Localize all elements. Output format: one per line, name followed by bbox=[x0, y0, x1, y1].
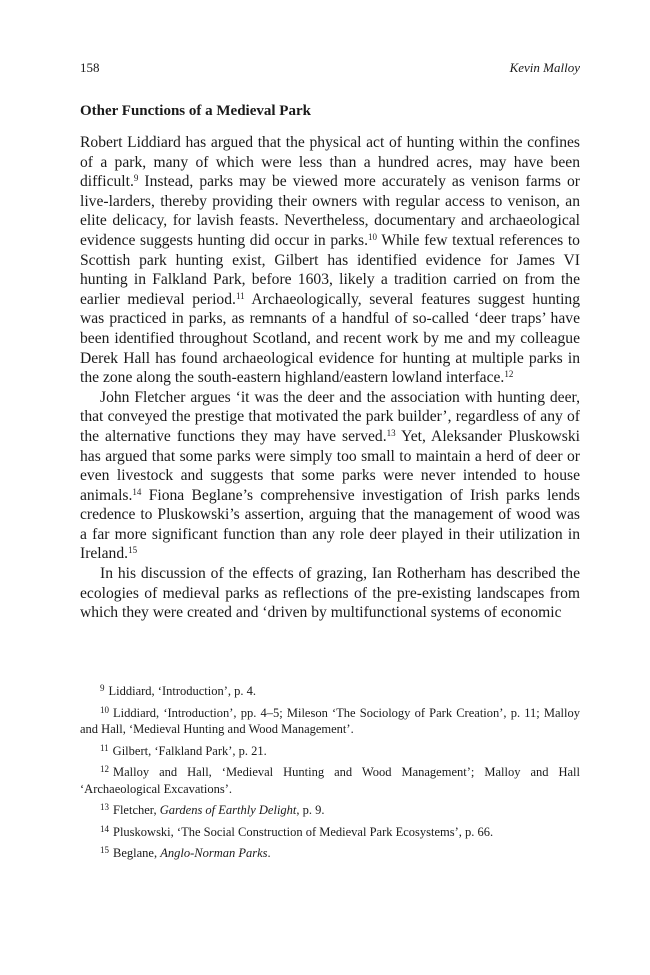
text-run: Fletcher, bbox=[113, 803, 160, 817]
footnote bbox=[80, 683, 580, 700]
footnote bbox=[80, 764, 580, 797]
text-run: While few textual references to Scottish park hunting exist, Gilbert has identified evidence for James VI hunting in Falkland Park, before 1603, likely a tradition carried on from the earlier medieval period. bbox=[80, 231, 580, 308]
footnote-reference: 14 bbox=[132, 486, 142, 497]
text-run: , p. 9. bbox=[296, 803, 325, 817]
footnote-reference: 11 bbox=[235, 290, 245, 301]
footnote-number: 9 bbox=[100, 683, 105, 693]
text-run: Robert Liddiard has argued that the physical act of hunting within the confines of a park, many of which were less than a hundred acres, may have been difficult. bbox=[80, 134, 580, 191]
footnote-number: 14 bbox=[100, 823, 109, 834]
footnote-number: 11 bbox=[100, 742, 109, 753]
footnote-number: 12 bbox=[100, 764, 109, 774]
text-run: Liddiard, ‘Introduction’, pp. 4–5; Mileson ‘The Sociology of Park Creation’, p. 11; Malloy and Hall, ‘Medieval Hunting and Wood Management’. bbox=[80, 705, 580, 736]
running-head-author: Kevin Malloy bbox=[509, 60, 580, 75]
page-number: 158 bbox=[80, 60, 100, 75]
text-run: Gilbert, ‘Falkland Park’, p. 21. bbox=[112, 743, 267, 758]
paragraph bbox=[80, 388, 580, 564]
text-run: Archaeologically, several features suggest hunting was practiced in parks, as remnants of a handful of so-called ‘deer traps’ have been identified throughout Scotland, and recent work by me and my colleague Derek Hall has found archaeological evidence for hunting at multiple parks in the zone along the south-eastern highland/eastern lowland interface. bbox=[80, 290, 581, 387]
footnote-reference: 13 bbox=[386, 427, 396, 438]
footnote-number: 13 bbox=[100, 802, 109, 812]
text-run: Pluskowski, ‘The Social Construction of Medieval Park Ecosystems’, p. 66. bbox=[113, 824, 494, 839]
footnotes bbox=[80, 683, 580, 867]
text-run: Yet, Aleksander Pluskowski has argued that some parks were simply too small to maintain a herd of deer or even livestock and suggests that some parks were never intended to house animals. bbox=[80, 427, 580, 504]
text-run: Liddiard, ‘Introduction’, p. 4. bbox=[108, 684, 257, 698]
paragraph bbox=[80, 133, 580, 388]
text-run: Malloy and Hall, ‘Medieval Hunting and Wood Management’; Malloy and Hall ‘Archaeological Excavations’. bbox=[80, 765, 580, 796]
footnote-reference: 15 bbox=[128, 545, 138, 556]
footnote-reference: 10 bbox=[368, 231, 378, 242]
running-head bbox=[80, 60, 580, 78]
body-text bbox=[80, 133, 580, 623]
footnote bbox=[80, 802, 580, 819]
italic-title: Gardens of Earthly Delight bbox=[159, 803, 297, 817]
footnote bbox=[80, 743, 580, 760]
text-run: John Fletcher argues ‘it was the deer and the association with hunting deer, that conveyed the prestige that motivated the park builder’, regardless of any of the alternative functions they may have served. bbox=[80, 388, 580, 445]
footnote bbox=[80, 705, 580, 738]
section-heading: Other Functions of a Medieval Park bbox=[80, 103, 311, 119]
text-run: Instead, parks may be viewed more accurately as venison farms or live-larders, thereby providing their owners with regular access to venison, an elite delicacy, for lavish feasts. Nevertheless, documentary and archaeological evidence suggests hunting did occur in parks. bbox=[80, 173, 580, 249]
footnote bbox=[80, 824, 580, 841]
footnote-reference: 9 bbox=[133, 173, 139, 184]
footnote-number: 15 bbox=[100, 845, 109, 855]
text-run: Fiona Beglane’s comprehensive investigation of Irish parks lends credence to Pluskowski’s assertion, arguing that the management of wood was a far more significant function than any role deer played in their utilization in Ireland. bbox=[80, 486, 580, 563]
footnote-number: 10 bbox=[100, 704, 109, 715]
text-run: Beglane, bbox=[113, 846, 161, 860]
paragraph bbox=[80, 564, 580, 623]
footnote-reference: 12 bbox=[504, 369, 514, 380]
footnote bbox=[80, 845, 580, 862]
italic-title: Anglo-Norman Parks bbox=[160, 846, 268, 860]
text-run: . bbox=[267, 846, 271, 860]
text-run: In his discussion of the effects of grazing, Ian Rotherham has described the ecologies of medieval parks as reflections of the pre-existing landscapes from which they were created and ‘driven by multifunctional systems of economic bbox=[80, 565, 580, 622]
